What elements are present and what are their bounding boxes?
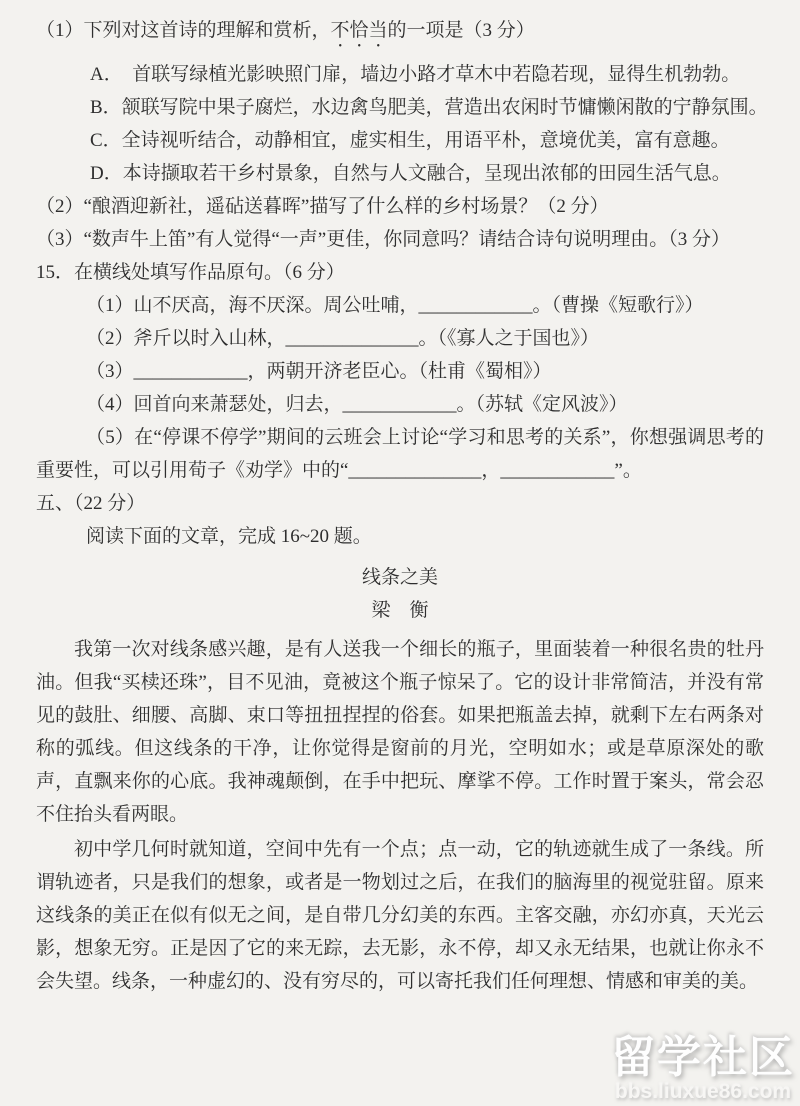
section-5-heading: 五、（22 分） <box>36 493 146 514</box>
essay-paragraph-1: 我第一次对线条感兴趣，是有人送我一个细长的瓶子，里面装着一种很名贵的牡丹油。但我“买椟还珠”，目不见油，竟被这个瓶子惊呆了。它的设计非常简洁，并没有常见的鼓肚、细腰、高脚、束口等扭扭捏捏的俗套。如果把瓶盖去掉，就剩下左右两条对称的弧线。但这线条的干净，让你觉得是窗前的月光，空明如水；或是草原深处的歌声，直飘来你的心底。我神魂颠倒，在手中把玩、摩挲不停。工作时置于案头，常会忍不住抬头看两眼。 <box>36 639 764 825</box>
question-1-option-b: B．颔联写院中果子腐烂，水边禽鸟肥美，营造出农闲时节慵懒闲散的宁静氛围。 <box>90 97 768 118</box>
question-15-item-1: （1）山不厌高，海不厌深。周公吐哺，____________。（曹操《短歌行》） <box>86 295 704 316</box>
question-15-item-5: （5）在“停课不停学”期间的云班会上讨论“学习和思考的关系”，你想强调思考的重要性，可以引用荀子《劝学》中的“______________，____________”。 <box>36 427 764 481</box>
watermark-site-url: bbs.liuxue86.com <box>614 1080 792 1103</box>
question-1-stem-post: 的一项是（3 分） <box>387 20 535 41</box>
question-15-stem: 15．在横线处填写作品原句。（6 分） <box>36 262 345 283</box>
watermark <box>611 1032 795 1103</box>
question-1-option-a: A． 首联写绿植光影映照门扉，墙边小路才草木中若隐若现，显得生机勃勃。 <box>90 64 741 85</box>
question-15-item-4: （4）回首向来萧瑟处，归去，____________。（苏轼《定风波》） <box>86 394 628 415</box>
question-2: （2）“酿酒迎新社，遥砧送暮晖”描写了什么样的乡村场景？（2 分） <box>36 196 609 217</box>
question-1-option-d: D．本诗撷取若干乡村景象，自然与人文融合，呈现出浓郁的田园生活气息。 <box>90 163 731 184</box>
question-1-stem-emphasized: 不恰当 <box>330 20 388 41</box>
essay-author: 梁 衡 <box>371 600 429 621</box>
section-5-instruction: 阅读下面的文章，完成 16~20 题。 <box>86 526 372 547</box>
question-3: （3）“数声牛上笛”有人觉得“一声”更佳，你同意吗？请结合诗句说明理由。（3 分） <box>36 229 730 250</box>
watermark-site-name: 留学社区 <box>611 1032 795 1082</box>
essay-paragraph-2: 初中学几何时就知道，空间中先有一个点；点一动，它的轨迹就生成了一条线。所谓轨迹者，只是我们的想象，或者是一物划过之后，在我们的脑海里的视觉驻留。原来这线条的美正在似有似无之间，是自带几分幻美的东西。主客交融，亦幻亦真，天光云影，想象无穷。正是因了它的来无踪，去无影，永不停，却又永无结果，也就让你永不会失望。线条，一种虚幻的、没有穷尽的，可以寄托我们任何理想、情感和审美的美。 <box>36 839 764 992</box>
question-1-stem <box>36 14 764 52</box>
essay-title: 线条之美 <box>361 567 438 588</box>
question-15-item-3: （3）____________，两朝开济老臣心。（杜甫《蜀相》） <box>86 361 552 382</box>
question-15-item-2: （2）斧斤以时入山林，______________。（《寡人之于国也》） <box>86 328 600 349</box>
question-1-stem-pre: （1）下列对这首诗的理解和赏析， <box>36 20 331 41</box>
question-1-option-c: C．全诗视听结合，动静相宜，虚实相生，用语平朴，意境优美，富有意趣。 <box>90 130 730 151</box>
